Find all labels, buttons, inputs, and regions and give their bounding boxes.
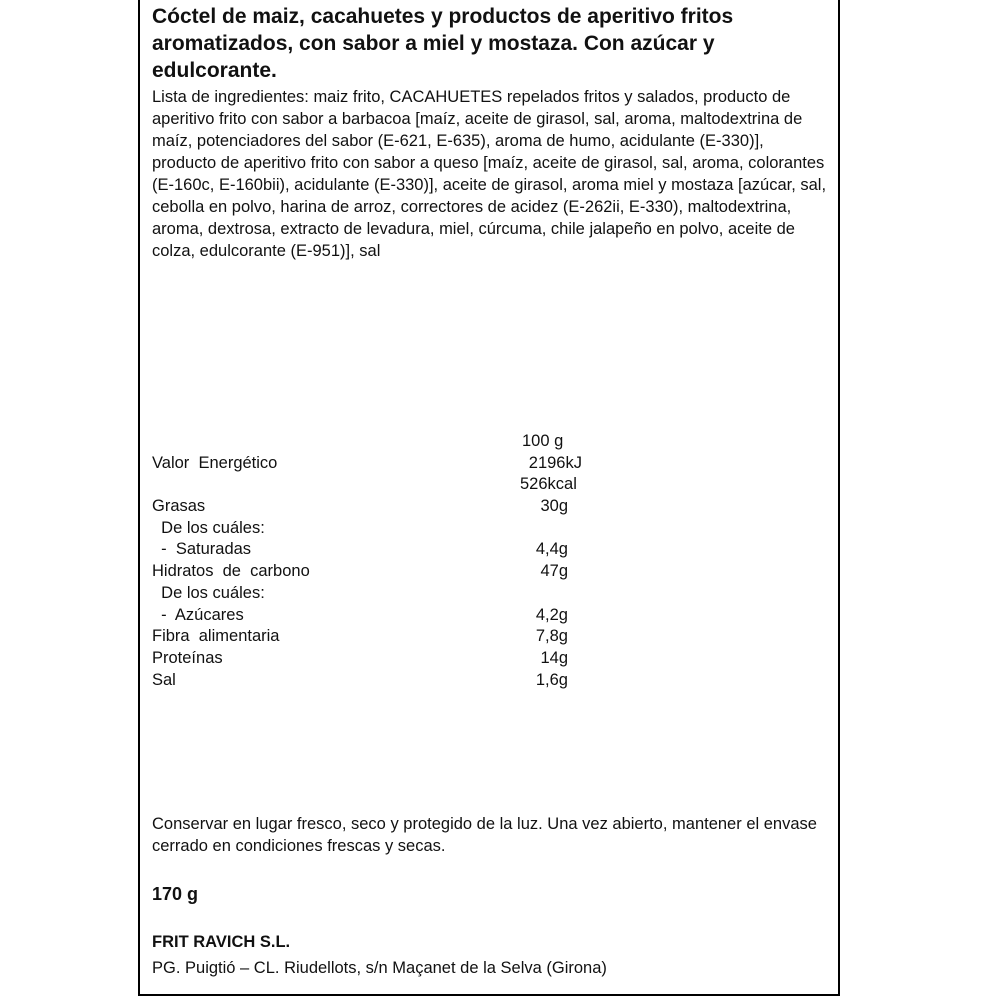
nutrition-row — [152, 583, 612, 605]
nutrition-row-value: 14g — [540, 648, 568, 667]
company-name: FRIT RAVICH S.L. — [152, 933, 291, 951]
nutrition-row-name: Sal — [152, 670, 176, 689]
nutrition-energy-kj-value: 2196kJ — [528, 453, 582, 472]
nutrition-row-value: 4,2g — [535, 605, 568, 624]
nutrition-row-name: - Saturadas — [152, 540, 252, 559]
nutrition-row-energy-kj — [152, 453, 612, 475]
nutrition-row — [152, 496, 612, 518]
nutrition-row-value: 7,8g — [535, 627, 568, 646]
nutrition-row-value: 47g — [540, 562, 568, 581]
nutrition-row — [152, 670, 612, 692]
nutrition-row — [152, 539, 612, 561]
nutrition-energy-label: Valor Energético — [152, 453, 278, 472]
nutrition-row-name: Fibra alimentaria — [152, 627, 280, 646]
nutrition-row-name: Grasas — [152, 497, 206, 516]
nutrition-row-name: De los cuáles: — [152, 583, 265, 602]
nutrition-energy-kcal-value: 526kcal — [520, 475, 577, 494]
nutrition-row-value: 4,4g — [535, 540, 568, 559]
nutrition-row — [152, 518, 612, 540]
nutrition-row — [152, 605, 612, 627]
product-title: Cóctel de maiz, cacahuetes y productos de aperitivo fritos aromatizados, con sabor a miel y mostaza. Con azúcar y edulcorante. — [152, 5, 734, 82]
nutrition-row-value: 30g — [540, 497, 568, 516]
nutrition-row-name: De los cuáles: — [152, 518, 265, 537]
company-address: PG. Puigtió – CL. Riudellots, s/n Maçanet de la Selva (Girona) — [152, 959, 607, 977]
nutrition-row — [152, 561, 612, 583]
nutrition-row — [152, 648, 612, 670]
net-weight: 170 g — [152, 884, 199, 904]
nutrition-row — [152, 626, 612, 648]
nutrition-row-name: Hidratos de carbono — [152, 562, 310, 581]
nutrition-row-value: 1,6g — [535, 670, 568, 689]
nutrition-row-name: Proteínas — [152, 648, 223, 667]
nutrition-per-100g-header: 100 g — [522, 432, 564, 450]
nutrition-table — [152, 431, 612, 691]
ingredients-list: Lista de ingredientes: maiz frito, CACAHUETES repelados fritos y salados, producto de aperitivo frito con sabor a barbacoa [maíz, aceite de girasol, sal, aroma, maltodextrina de maíz, potenciadores del sabor (E-621, E-635), aroma de humo, acidulante (E-330)], producto de aperitivo frito con sabor a queso [maíz, aceite de girasol, sal, aroma, colorantes (E-160c, E-160bii), acidulante (E-330)], aceite de girasol, aroma miel y mostaza [azúcar, sal, cebolla en polvo, harina de arroz, correctores de acidez (E-262ii, E-330), maltodextrina, aroma, dextrosa, extracto de levadura, miel, cúrcuma, chile jalapeño en polvo, aceite de colza, edulcorante (E-951)], sal — [152, 88, 827, 260]
nutrition-row-energy-kcal — [152, 474, 612, 496]
nutrition-row-name: - Azúcares — [152, 605, 244, 624]
storage-instructions: Conservar en lugar fresco, seco y protegido de la luz. Una vez abierto, mantener el envase cerrado en condiciones frescas y secas. — [152, 815, 817, 855]
nutrition-header-row — [152, 431, 612, 453]
